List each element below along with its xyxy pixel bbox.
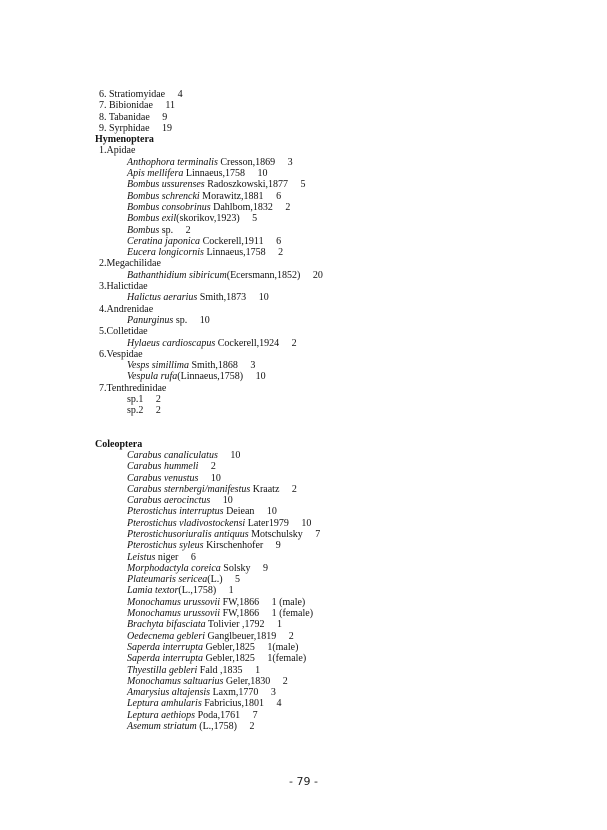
- species-author: Linnaeus,1758: [183, 168, 246, 180]
- species-name: Lamia textor: [127, 585, 179, 597]
- page-number: - 79 -: [289, 775, 318, 788]
- spacer: [259, 597, 272, 608]
- spacer: [243, 371, 256, 382]
- species-entry: [95, 642, 575, 653]
- species-name: Carabus sternbergi/manifestus: [127, 483, 251, 495]
- species-name: Vespula rufa: [127, 371, 178, 383]
- species-author: Laxm,1770: [210, 687, 259, 699]
- spacer: [288, 179, 301, 190]
- species-author: Tolivier ,1792: [205, 619, 265, 631]
- species-entry: [95, 687, 575, 698]
- spacer: [245, 168, 258, 179]
- species-name: Halictus aerarius: [127, 292, 198, 304]
- species-count: 1(female): [267, 653, 307, 665]
- species-count: 2: [291, 337, 297, 349]
- spacer: [279, 484, 292, 495]
- spacer: [264, 698, 277, 709]
- species-entry: [95, 394, 575, 405]
- species-count: 4: [276, 698, 282, 710]
- species-entry: [95, 225, 575, 236]
- species-entry: [95, 552, 575, 563]
- species-count: 1 (male): [271, 596, 306, 608]
- species-author: (L.,1758): [178, 585, 217, 597]
- species-author: Linnaeus,1758: [203, 247, 266, 259]
- species-author: Solsky: [220, 562, 251, 574]
- species-entry: [95, 450, 575, 461]
- spacer: [246, 292, 259, 303]
- species-name: Plateumaris sericea: [127, 574, 208, 586]
- family-entry: [95, 89, 575, 100]
- family-count: 11: [165, 100, 176, 112]
- species-author: Deiean: [223, 506, 255, 518]
- species-count: 2: [210, 461, 216, 473]
- species-count: 3: [287, 156, 293, 168]
- species-count: 2: [155, 394, 161, 406]
- species-author: Cockerell,1911: [200, 235, 264, 247]
- species-author: Fabricius,1801: [201, 698, 264, 710]
- species-name: Leistus: [127, 551, 156, 563]
- species-count: 10: [230, 449, 241, 461]
- species-count: 10: [258, 292, 269, 304]
- species-count: 10: [301, 517, 312, 529]
- section-gap: [95, 417, 575, 439]
- spacer: [218, 450, 231, 461]
- spacer: [238, 360, 251, 371]
- species-count: 9: [263, 562, 269, 574]
- species-name: Hylaeus cardioscapus: [127, 337, 216, 349]
- species-count: 7: [315, 528, 321, 540]
- spacer: [266, 247, 279, 258]
- species-entry: [95, 721, 575, 732]
- species-name: Carabus aerocinctus: [127, 495, 211, 507]
- species-count: 2: [249, 721, 255, 733]
- species-entry: [95, 338, 575, 349]
- species-entry: [95, 168, 575, 179]
- species-count: 3: [250, 360, 256, 372]
- species-name: Bombus consobrinus: [127, 201, 211, 213]
- species-count: 1 (female): [271, 608, 314, 620]
- species-name: Morphodactyla coreica: [127, 562, 221, 574]
- spacer: [264, 236, 277, 247]
- spacer: [216, 585, 229, 596]
- species-entry: [95, 473, 575, 484]
- spacer: [143, 405, 156, 416]
- species-name: Carabus hummeli: [127, 461, 199, 473]
- species-count: 9: [275, 540, 281, 552]
- species-name: Anthophora terminalis: [127, 156, 218, 168]
- family-label: 9. Syrphidae: [99, 122, 150, 134]
- spacer: [143, 394, 156, 405]
- spacer: [178, 552, 191, 563]
- species-author: Cockerell,1924: [215, 337, 280, 349]
- family-entry: [95, 100, 575, 111]
- species-author: Fald ,1835: [197, 664, 243, 676]
- species-author: Motschulsky: [248, 528, 303, 540]
- species-entry: [95, 371, 575, 382]
- species-name: Leptura aethiops: [127, 709, 196, 721]
- species-name: Bombus: [127, 224, 160, 236]
- species-author: FW,1866: [220, 596, 260, 608]
- spacer: [255, 653, 268, 664]
- spacer: [289, 518, 302, 529]
- family-heading: 2.Megachilidae: [99, 258, 161, 270]
- species-author: Geler,1830: [223, 675, 271, 687]
- species-count: 2: [155, 405, 161, 417]
- species-entry: [95, 540, 575, 551]
- species-entry: [95, 574, 575, 585]
- species-name: Thyestilla gebleri: [127, 664, 198, 676]
- species-author: (Ecersmann,1852): [226, 269, 301, 281]
- species-entry: [95, 518, 575, 529]
- spacer: [187, 315, 200, 326]
- species-entry: [95, 157, 575, 168]
- species-count: 1(male): [267, 641, 299, 653]
- spacer: [300, 270, 313, 281]
- family-entry: [95, 123, 575, 134]
- species-count: 20: [312, 269, 323, 281]
- species-entry: [95, 529, 575, 540]
- species-author: Dahlbom,1832: [210, 201, 273, 213]
- family-heading: 5.Colletidae: [99, 326, 148, 338]
- species-entry: [95, 710, 575, 721]
- species-count: 10: [255, 371, 266, 383]
- species-entry: [95, 665, 575, 676]
- species-count: 6: [190, 551, 196, 563]
- spacer: [303, 529, 316, 540]
- spacer: [240, 710, 253, 721]
- family-heading: 4.Andrenidae: [99, 303, 154, 315]
- species-author: sp.: [159, 224, 174, 236]
- species-name: Pterostichus interruptus: [127, 506, 224, 518]
- species-count: 1: [228, 585, 234, 597]
- species-author: Gebler,1825: [203, 653, 255, 665]
- spacer: [173, 225, 186, 236]
- species-list: [95, 89, 575, 732]
- species-entry: [95, 270, 575, 281]
- spacer: [255, 642, 268, 653]
- species-entry: [95, 495, 575, 506]
- species-entry: [95, 315, 575, 326]
- species-name: Leptura amhularis: [127, 698, 202, 710]
- species-count: 10: [257, 168, 268, 180]
- species-entry: [95, 360, 575, 371]
- species-entry: [95, 191, 575, 202]
- species-entry: [95, 676, 575, 687]
- spacer: [259, 608, 272, 619]
- species-author: (L.,1758): [196, 721, 238, 733]
- species-count: 6: [276, 190, 282, 202]
- species-author: (Linnaeus,1758): [177, 371, 244, 383]
- species-name: Ceratina japonica: [127, 235, 201, 247]
- family-label: 7. Bibionidae: [99, 100, 153, 112]
- species-author: Kraatz: [250, 483, 280, 495]
- species-count: 5: [252, 213, 258, 225]
- family-label: 8. Tabanidae: [99, 111, 150, 123]
- species-entry: [95, 698, 575, 709]
- spacer: [254, 506, 267, 517]
- species-name: Pterostichus syleus: [127, 540, 204, 552]
- spacer: [263, 540, 276, 551]
- spacer: [237, 721, 250, 732]
- species-author: sp.2: [127, 405, 144, 417]
- species-name: Monochamus urussovii: [127, 608, 221, 620]
- spacer: [210, 495, 223, 506]
- species-entry: [95, 619, 575, 630]
- species-name: Vesps simillima: [127, 360, 189, 372]
- species-name: Carabus venustus: [127, 472, 199, 484]
- species-author: Morawitz,1881: [199, 190, 264, 202]
- species-author: FW,1866: [220, 608, 260, 620]
- spacer: [223, 574, 236, 585]
- species-entry: [95, 213, 575, 224]
- species-author: Kirschenhofer: [203, 540, 264, 552]
- species-author: Cresson,1869: [217, 156, 276, 168]
- species-entry: [95, 179, 575, 190]
- family-heading: 7.Tenthredinidae: [99, 382, 167, 394]
- species-count: 10: [266, 506, 277, 518]
- order-heading-coleoptera: Coleoptera: [95, 438, 143, 450]
- species-entry: [95, 608, 575, 619]
- spacer: [243, 665, 256, 676]
- species-name: Monochamus urussovii: [127, 596, 221, 608]
- species-name: Eucera longicornis: [127, 247, 204, 259]
- species-count: 1: [276, 619, 282, 631]
- species-entry: [95, 506, 575, 517]
- species-author: Gebler,1825: [203, 641, 255, 653]
- spacer: [153, 100, 166, 111]
- spacer: [279, 338, 292, 349]
- species-count: 2: [291, 483, 297, 495]
- species-author: Later1979: [245, 517, 289, 529]
- species-entry: [95, 585, 575, 596]
- species-entry: [95, 292, 575, 303]
- spacer: [150, 123, 163, 134]
- species-count: 10: [199, 314, 210, 326]
- species-count: 10: [222, 495, 233, 507]
- family-count: 9: [162, 111, 168, 123]
- species-count: 6: [276, 235, 282, 247]
- species-count: 3: [270, 687, 276, 699]
- species-entry: [95, 563, 575, 574]
- species-name: Bombus exil: [127, 213, 177, 225]
- species-name: Bombus ussurenses: [127, 179, 205, 191]
- species-entry: [95, 597, 575, 608]
- species-count: 2: [285, 201, 291, 213]
- species-entry: [95, 631, 575, 642]
- species-entry: [95, 202, 575, 213]
- spacer: [276, 631, 289, 642]
- spacer: [264, 191, 277, 202]
- species-name: Bathanthidium sibiricum: [127, 269, 227, 281]
- species-name: Oedecnema gebleri: [127, 630, 206, 642]
- species-count: 5: [235, 574, 241, 586]
- species-name: Asemum striatum: [127, 721, 197, 733]
- species-name: Panurginus: [127, 314, 174, 326]
- species-count: 7: [252, 709, 258, 721]
- spacer: [165, 89, 178, 100]
- species-author: Radoszkowski,1877: [204, 179, 289, 191]
- species-author: (L.): [207, 574, 223, 586]
- family-heading: 3.Halictidae: [99, 281, 148, 293]
- species-count: 5: [300, 179, 306, 191]
- spacer: [150, 112, 163, 123]
- species-author: Smith,1873: [197, 292, 247, 304]
- species-entry: [95, 247, 575, 258]
- species-count: 10: [210, 472, 221, 484]
- spacer: [251, 563, 264, 574]
- species-entry: [95, 461, 575, 472]
- order-heading-hymenoptera: Hymenoptera: [95, 134, 154, 146]
- species-name: Amarysius altajensis: [127, 687, 211, 699]
- family-entry: [95, 112, 575, 123]
- species-author: sp.: [173, 314, 188, 326]
- species-author: Ganglbeuer,1819: [205, 630, 277, 642]
- species-entry: [95, 236, 575, 247]
- species-count: 2: [288, 630, 294, 642]
- species-name: Brachyta bifasciata: [127, 619, 206, 631]
- species-author: niger: [155, 551, 179, 563]
- spacer: [275, 157, 288, 168]
- species-name: Carabus canaliculatus: [127, 449, 218, 461]
- species-author: (skorikov,1923): [176, 213, 240, 225]
- species-name: Saperda interrupta: [127, 653, 204, 665]
- spacer: [270, 676, 283, 687]
- species-entry: [95, 653, 575, 664]
- species-name: Monochamus saltuarius: [127, 675, 224, 687]
- species-count: 1: [255, 664, 261, 676]
- species-author: Poda,1761: [195, 709, 241, 721]
- spacer: [198, 473, 211, 484]
- species-entry: [95, 405, 575, 416]
- family-label: 6. Stratiomyidae: [99, 89, 166, 100]
- species-count: 2: [278, 247, 284, 259]
- species-name: Saperda interrupta: [127, 641, 204, 653]
- species-author: Smith,1868: [188, 360, 238, 372]
- species-name: Pterostichusoriuralis antiquus: [127, 528, 249, 540]
- spacer: [273, 202, 286, 213]
- spacer: [264, 619, 277, 630]
- species-name: Bombus schrencki: [127, 190, 200, 202]
- family-count: 4: [177, 89, 183, 100]
- spacer: [198, 461, 211, 472]
- family-heading: 6.Vespidae: [99, 348, 143, 360]
- spacer: [258, 687, 271, 698]
- family-heading: 1.Apidae: [99, 145, 136, 157]
- species-name: Apis mellifera: [127, 168, 184, 180]
- species-count: 2: [282, 675, 288, 687]
- species-entry: [95, 484, 575, 495]
- species-name: Pterostichus vladivostockensi: [127, 517, 246, 529]
- spacer: [240, 213, 253, 224]
- species-author: sp.1: [127, 394, 144, 406]
- family-count: 19: [162, 122, 173, 134]
- species-count: 2: [185, 224, 191, 236]
